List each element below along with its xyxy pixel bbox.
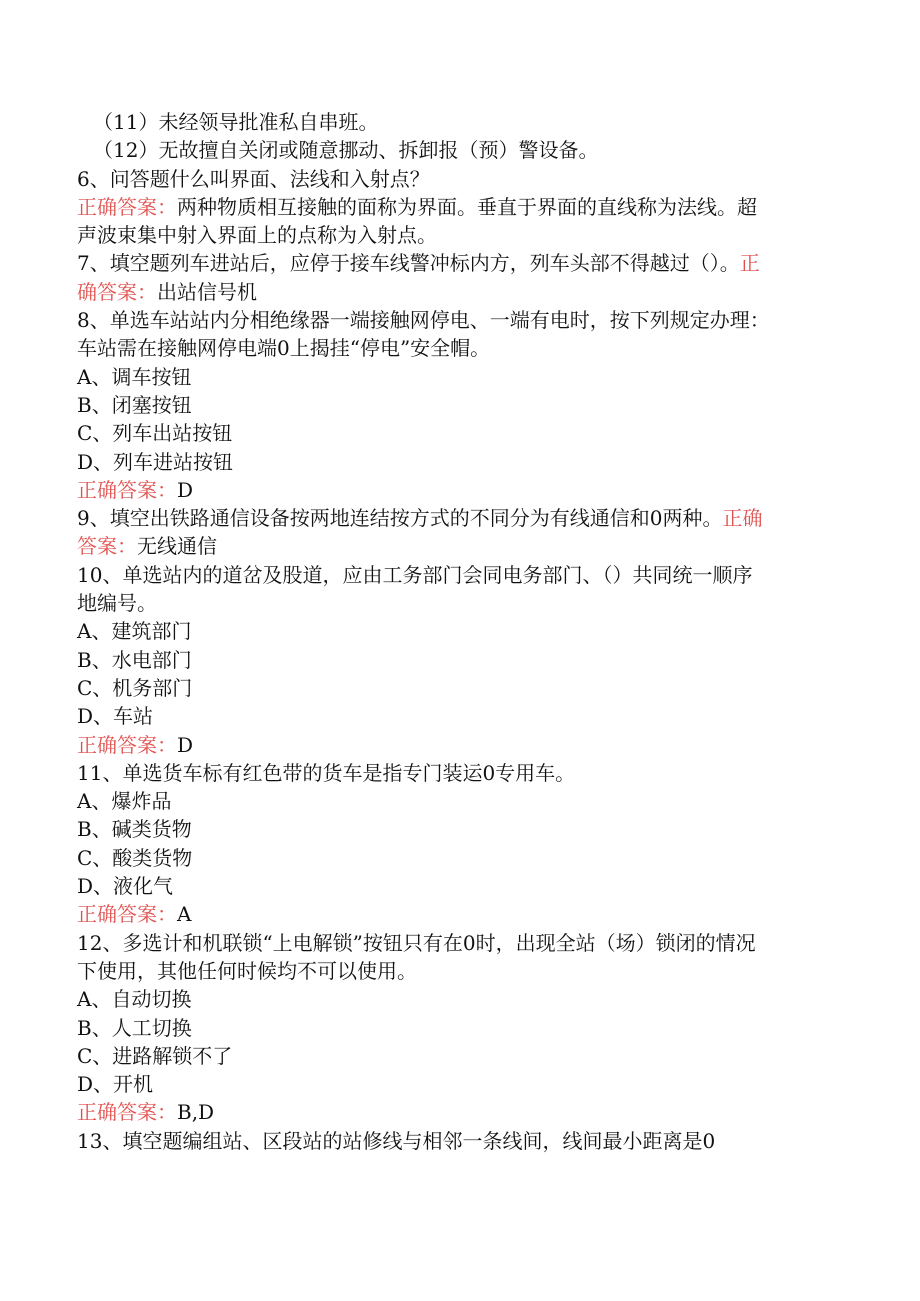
- text-line: [77, 1098, 827, 1126]
- line-text: 两种物质相互接触的面称为界面。垂直于界面的直线称为法线。超: [177, 194, 757, 219]
- text-line: [77, 872, 827, 900]
- text-line: [77, 476, 827, 504]
- line-text: 6、问答题什么叫界面、法线和入射点？: [77, 166, 430, 191]
- text-line: [77, 504, 827, 532]
- line-text: B、碱类货物: [77, 817, 192, 842]
- text-line: [77, 561, 827, 589]
- text-line: [77, 617, 827, 645]
- line-text: B、水电部门: [77, 647, 192, 672]
- answer-label: 正确答案：: [77, 1100, 177, 1125]
- text-line: [77, 532, 827, 560]
- text-line: [77, 929, 827, 957]
- text-line: [77, 985, 827, 1013]
- text-line: [77, 165, 827, 193]
- line-text: C、机务部门: [77, 675, 193, 700]
- line-text: C、列车出站按钮: [77, 421, 233, 446]
- line-text: 10、单选站内的道岔及股道，应由工务部门会同电务部门、（）共同统一顺序: [77, 562, 753, 587]
- line-text: A、建筑部门: [77, 619, 192, 644]
- line-text: 11、单选货车标有红色带的货车是指专门装运0专用车。: [77, 760, 576, 785]
- text-line: [77, 957, 827, 985]
- answer-label: 答案：: [77, 534, 137, 559]
- line-text: A: [177, 902, 192, 927]
- text-line: [77, 334, 827, 362]
- text-line: [77, 1014, 827, 1042]
- line-text: A、自动切换: [77, 987, 192, 1012]
- text-line: [77, 759, 827, 787]
- line-text: 13、填空题编组站、区段站的站修线与相邻一条线间，线间最小距离是0: [77, 1128, 716, 1153]
- text-line: [77, 646, 827, 674]
- line-text: 9、填空出铁路通信设备按两地连结按方式的不同分为有线通信和0两种。: [77, 506, 723, 531]
- line-text: 出站信号机: [157, 279, 257, 304]
- text-line: [77, 702, 827, 730]
- text-line: [77, 306, 827, 334]
- line-text: D、液化气: [77, 874, 174, 899]
- answer-label: 确答案：: [77, 279, 157, 304]
- line-text: B、闭塞按钮: [77, 392, 192, 417]
- text-line: [77, 363, 827, 391]
- text-line: [77, 1070, 827, 1098]
- text-line: [77, 419, 827, 447]
- line-text: 声波束集中射入界面上的点称为入射点。: [77, 223, 437, 248]
- line-text: D: [177, 477, 194, 502]
- line-text: B、人工切换: [77, 1015, 192, 1040]
- text-line: [77, 108, 827, 136]
- text-line: [77, 1127, 827, 1155]
- line-text: C、酸类货物: [77, 845, 193, 870]
- text-line: [77, 815, 827, 843]
- text-line: [77, 787, 827, 815]
- answer-label: 正确答案：: [77, 902, 177, 927]
- answer-label: 正: [739, 251, 760, 276]
- line-text: 7、填空题列车进站后，应停于接车线警冲标内方，列车头部不得越过（）。: [77, 251, 740, 276]
- text-line: [77, 136, 827, 164]
- line-text: A、爆炸品: [77, 789, 172, 814]
- line-text: （11）未经领导批准私自串班。: [93, 110, 379, 134]
- line-text: 8、单选车站站内分相绝缘器一端接触网停电、一端有电时，按下列规定办理：: [77, 308, 770, 333]
- document-page: [77, 108, 827, 1155]
- text-line: [77, 900, 827, 928]
- answer-label: 正确答案：: [77, 194, 177, 219]
- text-line: [77, 844, 827, 872]
- text-line: [77, 249, 827, 277]
- text-line: [77, 278, 827, 306]
- line-text: D: [177, 732, 194, 757]
- line-text: 地编号。: [77, 591, 157, 616]
- text-line: [77, 674, 827, 702]
- line-text: A、调车按钮: [77, 364, 192, 389]
- line-text: 12、多选计和机联锁“上电解锁”按钮只有在0时，出现全站（场）锁闭的情况: [77, 930, 756, 955]
- line-text: B,D: [177, 1100, 215, 1125]
- line-text: 下使用，其他任何时候均不可以使用。: [77, 958, 417, 983]
- text-line: [77, 589, 827, 617]
- line-text: C、进路解锁不了: [77, 1043, 233, 1068]
- text-line: [77, 221, 827, 249]
- line-text: 车站需在接触网停电端0上揭挂“停电”安全帽。: [77, 336, 491, 361]
- text-line: [77, 391, 827, 419]
- line-text: 无线通信: [137, 534, 217, 559]
- answer-label: 正确: [722, 506, 763, 531]
- answer-label: 正确答案：: [77, 732, 177, 757]
- text-line: [77, 448, 827, 476]
- line-text: D、车站: [77, 704, 154, 729]
- line-text: D、开机: [77, 1072, 154, 1097]
- line-text: （12）无故擅自关闭或随意挪动、拆卸报（预）警设备。: [93, 138, 599, 163]
- line-text: D、列车进站按钮: [77, 449, 234, 474]
- text-line: [77, 1042, 827, 1070]
- answer-label: 正确答案：: [77, 477, 177, 502]
- text-line: [77, 193, 827, 221]
- text-line: [77, 731, 827, 759]
